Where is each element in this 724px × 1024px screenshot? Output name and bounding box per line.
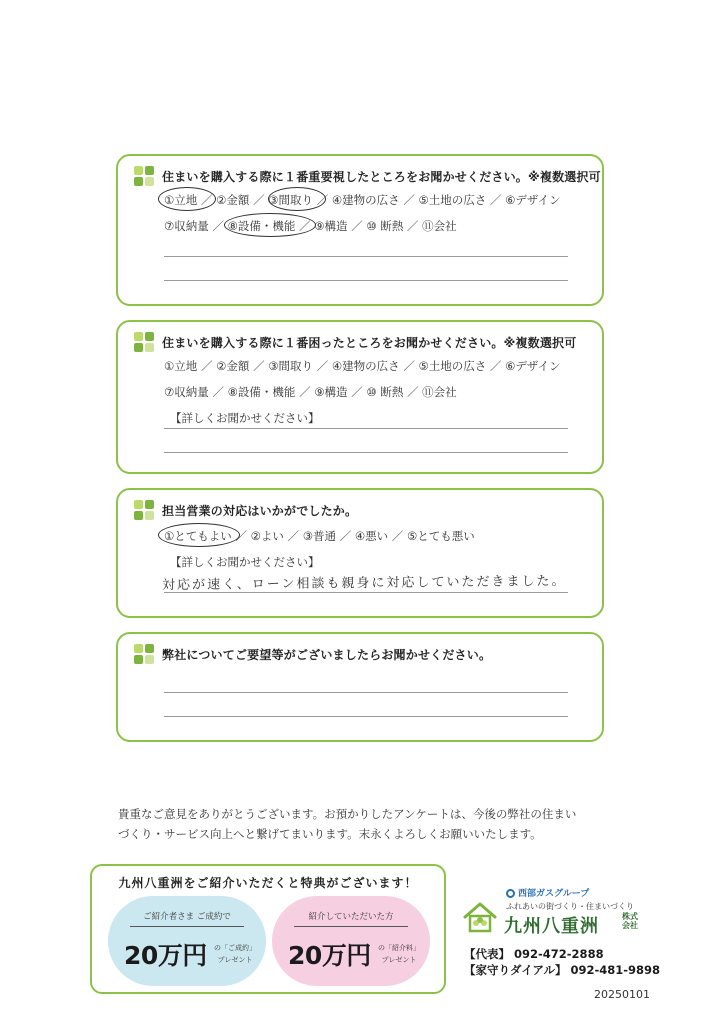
clover-icon [134,644,154,664]
answer-line [164,592,568,593]
detail-label: 【詳しくお聞かせください】 [170,411,320,425]
question-header [134,644,491,664]
question-title: 住まいを購入する際に１番重要視したところをお聞かせください。※複数選択可 [162,169,601,184]
answer-line [164,716,568,717]
answer-line [164,256,568,257]
house-logo-icon [462,900,498,934]
question-header [134,166,601,186]
answer-line [164,692,568,693]
question-title: 住まいを購入する際に１番困ったところをお聞かせください。※複数選択可 [162,335,577,350]
question-header [134,500,357,520]
selection-circle [268,187,326,211]
bubble-amount: 20万円 [124,941,207,970]
company-corp-type: 株式会社 [622,912,638,930]
question-card-2 [116,320,604,474]
bubble-note-line: プレゼント [381,956,417,964]
selection-circle [158,523,240,547]
promo-bubble-referrer [108,896,266,986]
question-card-1 [116,154,604,306]
selection-circle [224,213,316,237]
care-phone: 【家守りダイアル】 092-481-9898 [464,963,661,977]
bubble-amount: 20万円 [288,941,371,970]
clover-icon [134,500,154,520]
detail-label: 【詳しくお聞かせください】 [170,555,320,569]
options-line-2: ⑦収納量 ／ ⑧設備・機能 ／ ⑨構造 ／ ⑩ 断熱 ／ ⑪会社 [164,385,457,399]
options-line-1: ①立地 ／ ②金額 ／ ③間取り ／ ④建物の広さ ／ ⑤土地の広さ ／ ⑥デザイン [164,359,561,373]
group-name-text: 西部ガスグループ [518,889,590,899]
referral-promo [90,864,446,994]
group-name [506,886,589,899]
handwritten-answer: 対応が速く、ローン相談も親身に対応していただきました。 [161,573,567,594]
bubble-note-line: の「紹介料」 [378,944,420,952]
answer-line [164,428,568,429]
question-title: 担当営業の対応はいかがでしたか。 [162,503,358,518]
company-tagline: ふれあいの街づくり・住まいづくり [506,902,634,911]
bubble-note-line: の「ご成約」 [214,944,256,952]
question-card-3 [116,488,604,618]
promo-title: 九州八重洲をご紹介いただくと特典がございます！ [118,876,418,890]
bubble-divider [130,926,244,927]
clover-icon [134,332,154,352]
bubble-note [372,942,426,966]
answer-line [164,280,568,281]
main-phone: 【代表】 092-472-2888 [464,947,604,961]
company-name: 九州八重洲 [504,916,599,937]
bubble-note-line: プレゼント [217,956,253,964]
bubble-divider [294,926,408,927]
thanks-line-2: づくり・サービス向上へと繋げてまいります。末永くよろしくお願いいたします。 [118,827,542,841]
promo-bubble-introduced [272,896,430,986]
bubble-lead: 紹介していただいた方 [308,912,394,922]
bubble-note [208,942,262,966]
answer-line [164,452,568,453]
selection-circle [158,187,216,211]
question-title: 弊社についてご要望等がございましたらお聞かせください。 [162,647,492,662]
options-line-1: ①立地 ／ ②金額 ／ ③間取り ／ ④建物の広さ ／ ⑤土地の広さ ／ ⑥デザイン [164,193,561,207]
clover-icon [134,166,154,186]
document-number: 20250101 [594,988,650,1001]
question-card-4 [116,632,604,742]
options-line-1: ①とてもよい ／ ②よい ／ ③普通 ／ ④悪い ／ ⑤とても悪い [164,529,475,543]
question-header [134,332,576,352]
bubble-lead: ご紹介者さま ご成約で [143,912,231,922]
group-logo-icon [506,889,515,898]
options-line-2: ⑦収納量 ／ ⑧設備・機能 ／ ⑨構造 ／ ⑩ 断熱 ／ ⑪会社 [164,219,457,233]
thanks-line-1: 貴重なご意見をありがとうございます。お預かりしたアンケートは、今後の弊社の住まい [118,807,577,821]
